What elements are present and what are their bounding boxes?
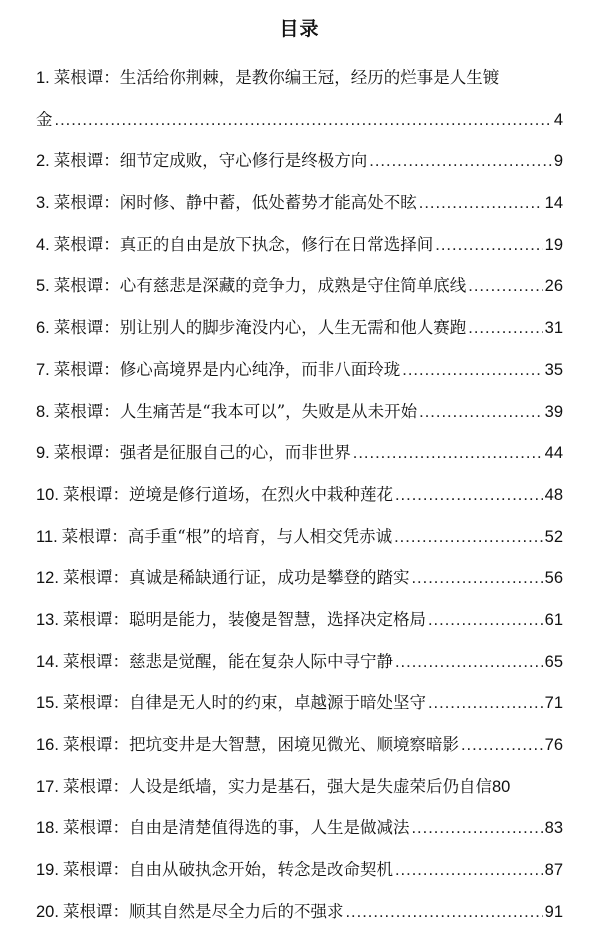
entry-title: 菜根谭：真正的自由是放下执念，修行在日常选择间: [53, 234, 434, 254]
entry-page-number: 87: [544, 861, 563, 880]
dot-leader: [394, 517, 543, 559]
entry-page-number: 56: [544, 569, 563, 588]
entry-number: 11.: [36, 527, 58, 546]
entry-number: 7.: [36, 360, 50, 379]
toc-entry[interactable]: [36, 307, 563, 349]
dot-leader: [468, 308, 542, 350]
dot-leader: [402, 350, 542, 392]
entry-title: 菜根谭：逆境是修行道场，在烈火中栽种莲花: [62, 484, 393, 504]
entry-title: 菜根谭：人设是纸墙，实力是基石，强大是失虚荣后仍自信: [62, 776, 492, 796]
entry-page-number: 71: [544, 694, 563, 713]
entry-number: 1.: [36, 69, 50, 87]
dot-leader: [419, 392, 543, 434]
entry-number: 6.: [36, 319, 50, 338]
entry-number: 14.: [36, 652, 59, 671]
dot-leader: [435, 225, 542, 267]
toc-entry[interactable]: [36, 891, 563, 933]
entry-number: 5.: [36, 277, 50, 296]
toc-entry[interactable]: [36, 641, 563, 683]
toc-entry[interactable]: [36, 182, 563, 224]
dot-leader: [395, 642, 543, 684]
toc-entry[interactable]: [36, 516, 563, 558]
entry-title: 菜根谭：细节定成败，守心修行是终极方向: [53, 151, 368, 171]
entry-page-number: 4: [553, 110, 563, 129]
toc-entry[interactable]: [36, 57, 563, 140]
toc-entry[interactable]: [36, 391, 563, 433]
dot-leader: [419, 183, 543, 225]
entry-number: 10.: [36, 485, 59, 504]
dot-leader: [345, 892, 542, 933]
dot-leader: [55, 100, 552, 142]
dot-leader: [353, 433, 543, 475]
entry-page-number: 91: [544, 902, 563, 921]
toc-entry[interactable]: [36, 724, 563, 766]
toc-entry[interactable]: [36, 349, 563, 391]
entry-page-number: 83: [544, 819, 563, 838]
entry-page-number: 19: [544, 235, 563, 254]
toc-entry[interactable]: [36, 224, 563, 266]
entry-page-number: 65: [544, 652, 563, 671]
entry-title-continued: 金: [36, 109, 53, 129]
entry-number: 8.: [36, 402, 50, 421]
dot-leader: [411, 808, 542, 850]
entry-title: 菜根谭：慈悲是觉醒，能在复杂人际中寻宁静: [62, 651, 393, 671]
entry-page-number: 39: [544, 402, 563, 421]
entry-title: 菜根谭：真诚是稀缺通行证，成功是攀登的踏实: [62, 568, 410, 588]
entry-page-number: 48: [544, 485, 563, 504]
entry-number: 15.: [36, 694, 59, 713]
toc-entry[interactable]: [36, 474, 563, 516]
entry-page-number: 14: [544, 194, 563, 213]
entry-title: 菜根谭：自由是清楚值得选的事，人生是做减法: [62, 818, 410, 838]
entry-title: 菜根谭：把坑变井是大智慧，困境见微光、顺境察暗影: [62, 735, 459, 754]
toc-entry[interactable]: [36, 557, 563, 599]
entry-number: 17.: [36, 777, 59, 796]
toc-entry[interactable]: [36, 807, 563, 849]
entry-number: 12.: [36, 569, 59, 588]
entry-page-number: 80: [491, 777, 511, 796]
entry-title: 菜根谭：聪明是能力，装傻是智慧，选择决定格局: [62, 609, 426, 629]
entry-page-number: 44: [544, 444, 563, 463]
toc-list: [36, 57, 563, 932]
entry-title: 菜根谭：人生痛苦是“我本可以”，失败是从未开始: [53, 401, 418, 421]
entry-title: 菜根谭：闲时修、静中蓄，低处蓄势才能高处不眩: [53, 193, 417, 213]
entry-number: 13.: [36, 610, 59, 629]
toc-entry[interactable]: [36, 432, 563, 474]
entry-number: 18.: [36, 819, 59, 838]
entry-title: 菜根谭：自律是无人时的约束，卓越源于暗处坚守: [62, 693, 426, 713]
entry-page-number: 76: [544, 736, 563, 754]
toc-entry[interactable]: [36, 140, 563, 182]
entry-title: 菜根谭：自由从破执念开始，转念是改命契机: [62, 860, 393, 880]
entry-number: 9.: [36, 444, 50, 463]
dot-leader: [395, 850, 543, 892]
toc-entry[interactable]: [36, 849, 563, 891]
entry-page-number: 52: [544, 527, 563, 546]
entry-number: 20.: [36, 902, 59, 921]
dot-leader: [428, 683, 543, 725]
toc-entry[interactable]: [36, 599, 563, 641]
toc-title: 目录: [279, 18, 320, 40]
entry-title: 菜根谭：修心高境界是内心纯净，而非八面玲珑: [53, 359, 401, 379]
entry-page-number: 31: [544, 319, 563, 338]
toc-entry[interactable]: [36, 265, 563, 307]
entry-title: 菜根谭：顺其自然是尽全力后的不强求: [62, 901, 344, 921]
entry-title: 菜根谭：别让别人的脚步淹没内心，人生无需和他人赛跑: [53, 318, 467, 338]
entry-title: 菜根谭：强者是征服自己的心，而非世界: [53, 443, 351, 463]
dot-leader: [395, 475, 543, 517]
dot-leader: [428, 600, 543, 642]
entry-page-number: 61: [544, 610, 563, 629]
entry-page-number: 9: [553, 152, 563, 171]
entry-number: 16.: [36, 736, 59, 754]
entry-title: 菜根谭：高手重“根”的培育，与人相交凭赤诚: [61, 526, 393, 546]
entry-title: 菜根谭：生活给你荆棘，是教你编王冠，经历的烂事是人生镀: [53, 68, 500, 87]
entry-number: 4.: [36, 235, 50, 254]
dot-leader: [411, 558, 542, 600]
toc-entry[interactable]: [36, 766, 563, 808]
entry-number: 2.: [36, 152, 50, 171]
dot-leader: [468, 266, 542, 308]
dot-leader: [369, 141, 552, 183]
entry-page-number: 35: [544, 360, 563, 379]
entry-number: 19.: [36, 861, 59, 880]
toc-entry[interactable]: [36, 682, 563, 724]
dot-leader: [461, 725, 543, 767]
entry-title: 菜根谭：心有慈悲是深藏的竞争力，成熟是守住简单底线: [53, 276, 467, 296]
entry-page-number: 26: [544, 277, 563, 296]
entry-number: 3.: [36, 194, 50, 213]
